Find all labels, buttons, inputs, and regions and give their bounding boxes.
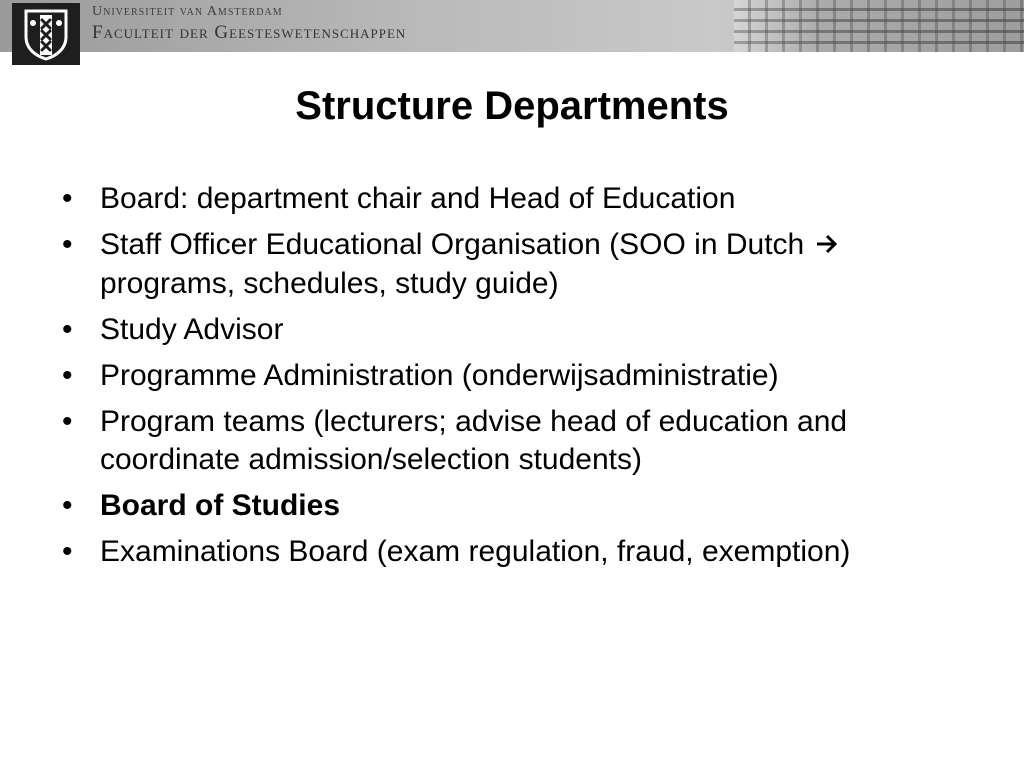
- header-banner: [0, 0, 1024, 52]
- bullet-text: Board: department chair and Head of Education: [100, 182, 736, 215]
- banner-text: [92, 4, 406, 46]
- bullet-marker: •: [62, 535, 73, 569]
- bullet-marker: •: [62, 359, 73, 393]
- bullet-marker: •: [62, 182, 73, 215]
- bullet-text: Program teams (lecturers; advise head of education and coordinate admission/selection students): [100, 405, 848, 477]
- list-item: [60, 487, 980, 525]
- bullet-text: Study Advisor: [100, 313, 284, 347]
- bullet-text-after-arrow: programs, schedules, study guide): [100, 267, 559, 301]
- bullet-marker: •: [62, 313, 73, 347]
- list-item: [60, 357, 980, 395]
- bullet-list: [60, 180, 980, 579]
- bullet-marker: •: [62, 405, 73, 439]
- bullet-marker: •: [62, 228, 73, 261]
- list-item: [60, 180, 980, 218]
- list-item: [60, 226, 980, 303]
- list-item: [60, 403, 980, 479]
- bullet-text: Programme Administration (onderwijsadministratie): [100, 359, 779, 393]
- building-photo: [734, 0, 1024, 52]
- slide-title: Structure Departments: [295, 84, 729, 128]
- list-item: [60, 533, 980, 571]
- bullet-text: Examinations Board (exam regulation, fraud, exemption): [100, 535, 851, 569]
- university-name: Universiteit van Amsterdam: [92, 4, 283, 19]
- bullet-text: Board of Studies: [100, 489, 341, 523]
- faculty-name: Faculteit der Geesteswetenschappen: [92, 22, 407, 43]
- bullet-marker: •: [62, 489, 73, 523]
- list-item: [60, 311, 980, 349]
- bullet-text-before-arrow: Staff Officer Educational Organisation (SOO in Dutch: [100, 228, 805, 261]
- uva-crest-icon: [12, 3, 80, 65]
- right-arrow-icon: [815, 227, 839, 265]
